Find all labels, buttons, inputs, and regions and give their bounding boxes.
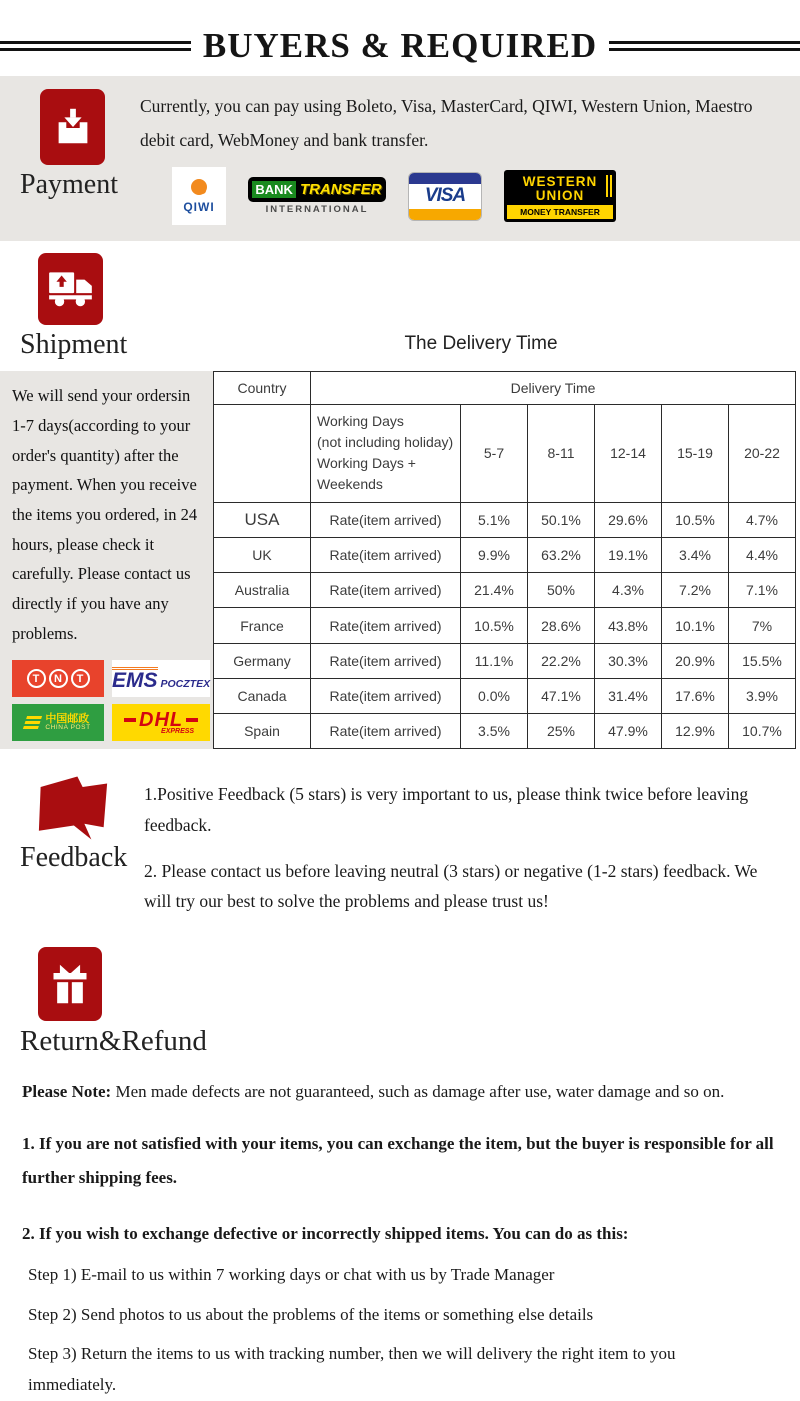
qiwi-icon: [191, 179, 207, 195]
visa-mid: [409, 184, 481, 209]
day-column-header: 5-7: [461, 404, 528, 502]
country-cell: Germany: [214, 643, 311, 678]
rate-value-cell: 7.2%: [662, 573, 729, 608]
western-union-line1: WESTERN: [522, 174, 598, 190]
visa-blue-band: [409, 173, 481, 184]
day-column-header: 12-14: [595, 404, 662, 502]
notes-section: [0, 1058, 800, 1401]
rate-value-cell: 20.9%: [662, 643, 729, 678]
feedback-point-1: 1.Positive Feedback (5 stars) is very important to us, please think twice before leaving feedback.: [144, 784, 749, 836]
bank-transfer-intl-label: INTERNATIONAL: [265, 204, 369, 216]
rate-label-cell: Rate(item arrived): [311, 608, 461, 643]
table-row: [214, 608, 796, 643]
rate-value-cell: 25%: [528, 714, 595, 749]
rate-label-cell: Rate(item arrived): [311, 714, 461, 749]
rate-value-cell: 11.1%: [461, 643, 528, 678]
feedback-content: [122, 773, 800, 917]
rate-value-cell: 50%: [528, 573, 595, 608]
rate-value-cell: 4.7%: [729, 502, 796, 537]
country-cell: Canada: [214, 678, 311, 713]
western-union-bars: [606, 175, 612, 197]
dhl-dash: [124, 718, 136, 722]
payment-content: [122, 89, 782, 225]
table-row: [214, 643, 796, 678]
rate-value-cell: 7.1%: [729, 573, 796, 608]
working-days-cell: [311, 404, 461, 502]
rate-value-cell: 3.9%: [729, 678, 796, 713]
bank-transfer-bank-label: BANK: [252, 181, 296, 198]
rate-value-cell: 3.5%: [461, 714, 528, 749]
visa-logo: [408, 172, 482, 221]
rate-value-cell: 10.7%: [729, 714, 796, 749]
rate-label-cell: Rate(item arrived): [311, 502, 461, 537]
china-post-en-label: CHINA POST: [45, 724, 91, 732]
country-cell: UK: [214, 538, 311, 573]
country-header: Country: [214, 372, 311, 404]
rate-label-cell: Rate(item arrived): [311, 678, 461, 713]
rate-value-cell: 50.1%: [528, 502, 595, 537]
please-note-text: Men made defects are not guaranteed, such as damage after use, water damage and so on.: [111, 1081, 725, 1101]
speech-bubble-icon: [32, 773, 114, 843]
rate-value-cell: 47.9%: [595, 714, 662, 749]
day-column-header: 15-19: [662, 404, 729, 502]
rate-value-cell: 31.4%: [595, 678, 662, 713]
dhl-dash: [186, 718, 198, 722]
ems-label: EMS: [112, 668, 158, 692]
day-column-header: 20-22: [729, 404, 796, 502]
table-row: [214, 714, 796, 749]
dhl-express-label: EXPRESS: [161, 727, 195, 735]
table-row: [214, 678, 796, 713]
table-row: [214, 573, 796, 608]
shipment-icon: [38, 253, 103, 325]
tnt-letter: T: [27, 669, 46, 688]
payment-logos: [172, 167, 782, 225]
please-note-label: Please Note:: [22, 1081, 112, 1101]
rate-value-cell: 17.6%: [662, 678, 729, 713]
table-row: [214, 502, 796, 537]
shipment-label: Shipment: [20, 329, 128, 361]
dhl-logo: [112, 704, 210, 741]
rate-value-cell: 15.5%: [729, 643, 796, 678]
rate-value-cell: 22.2%: [528, 643, 595, 678]
working-days-row: [214, 404, 796, 502]
rate-value-cell: 4.4%: [729, 538, 796, 573]
download-tray-icon: [50, 104, 96, 150]
delivery-table-body: [214, 372, 796, 749]
header-rule-right: [609, 41, 800, 51]
rate-value-cell: 0.0%: [461, 678, 528, 713]
rate-value-cell: 10.5%: [461, 608, 528, 643]
shipment-body: [0, 371, 800, 749]
shipment-header: [0, 253, 800, 361]
return-step-1: Step 1) E-mail to us within 7 working days or chat with us by Trade Manager: [28, 1265, 555, 1285]
feedback-point-2: 2. Please contact us before leaving neutral (3 stars) or negative (1-2 stars) feedback. We will try our best to solve the problems and please trust us!: [144, 860, 758, 912]
bank-transfer-bar: [248, 177, 386, 202]
rate-value-cell: 19.1%: [595, 538, 662, 573]
return-refund-label: Return&Refund: [20, 1024, 207, 1057]
rate-value-cell: 28.6%: [528, 608, 595, 643]
china-post-logo: [12, 704, 104, 741]
feedback-icon-column: [0, 773, 128, 917]
table-header-row: [214, 372, 796, 404]
carrier-logos: [12, 660, 211, 741]
tnt-letter: T: [71, 669, 90, 688]
rate-label-cell: Rate(item arrived): [311, 643, 461, 678]
qiwi-logo: [172, 167, 226, 225]
return-point-1: 1. If you are not satisfied with your items, you can exchange the item, but the buyer is responsible for all further shipping fees.: [22, 1134, 774, 1188]
page-header: [0, 26, 800, 66]
shipment-note-column: [0, 371, 213, 749]
tnt-logo: [12, 660, 104, 697]
country-cell: France: [214, 608, 311, 643]
empty-cell: [214, 404, 311, 502]
rate-label-cell: Rate(item arrived): [311, 538, 461, 573]
working-days-line: Working Days: [317, 413, 404, 430]
delivery-time-header: Delivery Time: [311, 372, 796, 404]
rate-value-cell: 63.2%: [528, 538, 595, 573]
rate-value-cell: 29.6%: [595, 502, 662, 537]
working-days-line: (not including holiday): [317, 434, 454, 451]
rate-value-cell: 30.3%: [595, 643, 662, 678]
qiwi-label: QIWI: [183, 199, 215, 214]
bank-transfer-transfer-label: TRANSFER: [299, 181, 382, 199]
delivery-time-heading: The Delivery Time: [404, 333, 558, 355]
western-union-line2: UNION: [535, 188, 585, 204]
shipment-icon-column: [0, 253, 128, 361]
feedback-label: Feedback: [20, 842, 128, 874]
payment-label: Payment: [20, 169, 118, 200]
china-post-cn-label: 中国邮政: [45, 712, 90, 725]
china-post-icon: [23, 716, 42, 729]
rate-value-cell: 4.3%: [595, 573, 662, 608]
rate-value-cell: 43.8%: [595, 608, 662, 643]
western-union-strip: MONEY TRANSFER: [507, 205, 613, 219]
working-days-line: Working Days + Weekends: [317, 455, 416, 493]
rate-value-cell: 21.4%: [461, 573, 528, 608]
rate-value-cell: 10.5%: [662, 502, 729, 537]
page-title: BUYERS & REQUIRED: [202, 26, 598, 65]
header-rule-left: [0, 41, 191, 51]
rate-label-cell: Rate(item arrived): [311, 573, 461, 608]
rate-value-cell: 3.4%: [662, 538, 729, 573]
bank-transfer-logo: [248, 177, 386, 215]
rate-value-cell: 9.9%: [461, 538, 528, 573]
return-point-2: 2. If you wish to exchange defective or incorrectly shipped items. You can do as this:: [22, 1224, 629, 1244]
country-cell: Australia: [214, 573, 311, 608]
return-step-2: Step 2) Send photos to us about the problems of the items or something else details: [28, 1304, 594, 1324]
visa-label: VISA: [424, 185, 466, 207]
delivery-time-table: [213, 371, 796, 749]
western-union-logo: [504, 170, 616, 222]
rate-value-cell: 7%: [729, 608, 796, 643]
payment-icon: [40, 89, 105, 165]
ems-pocztex-logo: [112, 660, 210, 697]
country-cell: Spain: [214, 714, 311, 749]
country-cell: USA: [214, 502, 311, 537]
western-union-top: [507, 173, 613, 205]
table-row: [214, 538, 796, 573]
please-note-line: [22, 1078, 778, 1105]
gift-icon: [48, 961, 92, 1007]
dhl-label: DHL: [139, 708, 184, 731]
return-refund-section: [0, 947, 800, 1058]
shipment-note: We will send your ordersin 1-7 days(according to your order's quantity) after the payment. When you receive the items you ordered, in 24 hours, please check it carefully. Please contact us directly if you have any problems.: [12, 386, 198, 643]
payment-description: Currently, you can pay using Boleto, Visa, MasterCard, QIWI, Western Union, Maestro debit card, WebMoney and bank transfer.: [140, 96, 753, 151]
payment-icon-column: [0, 89, 122, 225]
tnt-letter: N: [49, 669, 68, 688]
return-refund-icon: [38, 947, 102, 1021]
rate-value-cell: 12.9%: [662, 714, 729, 749]
truck-icon: [46, 268, 96, 310]
rate-value-cell: 10.1%: [662, 608, 729, 643]
pocztex-label: POCZTEX: [160, 677, 211, 690]
return-step-3: Step 3) Return the items to us with tracking number, then we will delivery the right item to you immediately.: [28, 1344, 676, 1394]
day-column-header: 8-11: [528, 404, 595, 502]
rate-value-cell: 47.1%: [528, 678, 595, 713]
visa-orange-band: [409, 209, 481, 220]
payment-section: [0, 76, 800, 241]
rate-value-cell: 5.1%: [461, 502, 528, 537]
feedback-section: [0, 773, 800, 917]
